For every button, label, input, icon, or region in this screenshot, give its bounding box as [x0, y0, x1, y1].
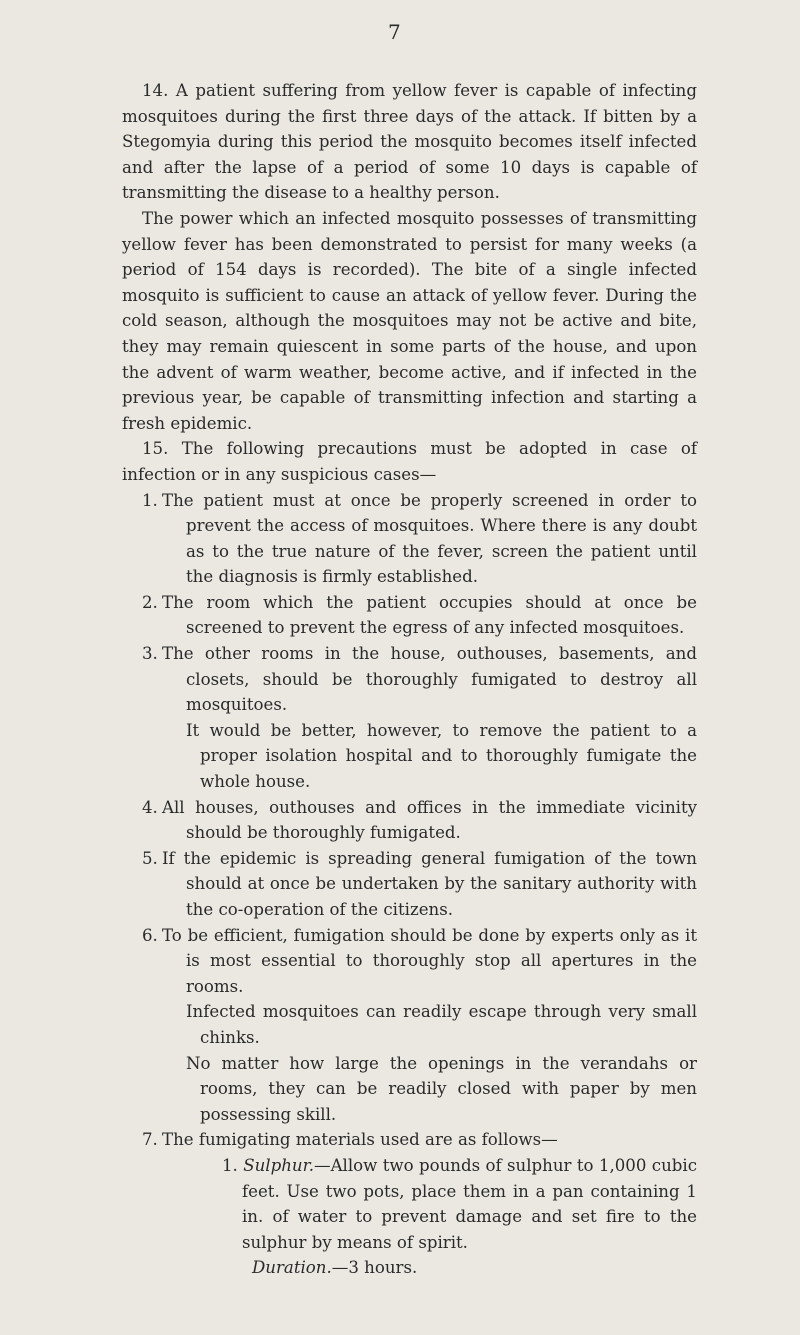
paragraph-14-continued: The power which an infected mosquito possesses of transmitting yellow fever has been demonstrated to persist for many weeks (a period of 154 days is recorded). The bite of a single infected mosquito is sufficient to cause an attack of yellow fever. During the cold season, although the mosquitoes may not be active and bite, they may remain quiescent in some parts of the house, and upon the advent of warm weather, become active, and if infected in the previous year, be capable of transmitting infection and starting a fresh epidemic.	[122, 208, 697, 433]
list-item	[122, 846, 697, 923]
item-text: The fumigating materials used are as follows—	[162, 1130, 558, 1150]
paragraph-15: 15. The following precautions must be adopted in case of infection or in any suspicious cases—	[122, 439, 697, 484]
item-6-note: No matter how large the openings in the verandahs or rooms, they can be readily closed with paper by men possessing skill.	[186, 1053, 697, 1124]
material-duration	[122, 1255, 697, 1281]
list-item	[122, 590, 697, 641]
list-item	[122, 641, 697, 795]
item-text: The room which the patient occupies should at once be screened to prevent the egress of any infected mosquitoes.	[162, 592, 697, 638]
list-item	[122, 795, 697, 846]
list-item	[122, 923, 697, 1128]
item-number: 5.	[142, 848, 158, 868]
item-6-note: Infected mosquitoes can readily escape through very small chinks.	[186, 1002, 697, 1047]
item-text: To be efficient, fumigation should be done by experts only as it is most essential to thoroughly stop all apertures in the rooms.	[162, 925, 697, 996]
list-item	[122, 488, 697, 590]
list-item	[122, 1127, 697, 1281]
item-text: The patient must at once be properly screened in order to prevent the access of mosquitoes. Where there is any doubt as to the true nature of the fever, screen the patient until the diagnosis is firmly established.	[162, 490, 697, 587]
item-number: 6.	[142, 925, 158, 945]
material-text: —Allow two pounds of sulphur to 1,000 cubic feet. Use two pots, place them in a pan containing 1 in. of water to prevent damage and set fire to the sulphur by means of spirit.	[242, 1155, 697, 1252]
precautions-list	[122, 488, 697, 1281]
item-3-note: It would be better, however, to remove the patient to a proper isolation hospital and to thoroughly fumigate the whole house.	[186, 720, 697, 792]
material-name: Sulphur.	[243, 1155, 314, 1175]
item-text: All houses, outhouses and offices in the immediate vicinity should be thoroughly fumigated.	[162, 797, 697, 843]
page-content	[122, 78, 697, 1281]
paragraph-14: 14. A patient suffering from yellow fever is capable of infecting mosquitoes during the first three days of the attack. If bitten by a Stegomyia during this period the mosquito becomes itself infected and after the lapse of a period of some 10 days is capable of transmitting the disease to a healthy person.	[122, 81, 697, 203]
item-number: 2.	[142, 592, 158, 612]
material-sulphur	[122, 1153, 697, 1255]
duration-value: —3 hours.	[331, 1258, 418, 1278]
item-number: 3.	[142, 644, 158, 664]
item-number: 1.	[142, 490, 158, 510]
item-number: 4.	[142, 797, 158, 817]
page-number: 7	[388, 20, 401, 44]
material-number: 1.	[222, 1155, 238, 1175]
item-text: The other rooms in the house, outhouses, basements, and closets, should be thoroughly fumigated to destroy all mosquitoes.	[162, 644, 697, 715]
item-number: 7.	[142, 1130, 158, 1150]
duration-label: Duration.	[252, 1258, 332, 1278]
item-text: If the epidemic is spreading general fumigation of the town should at once be undertaken by the sanitary authority with the co-operation of the citizens.	[162, 848, 697, 919]
